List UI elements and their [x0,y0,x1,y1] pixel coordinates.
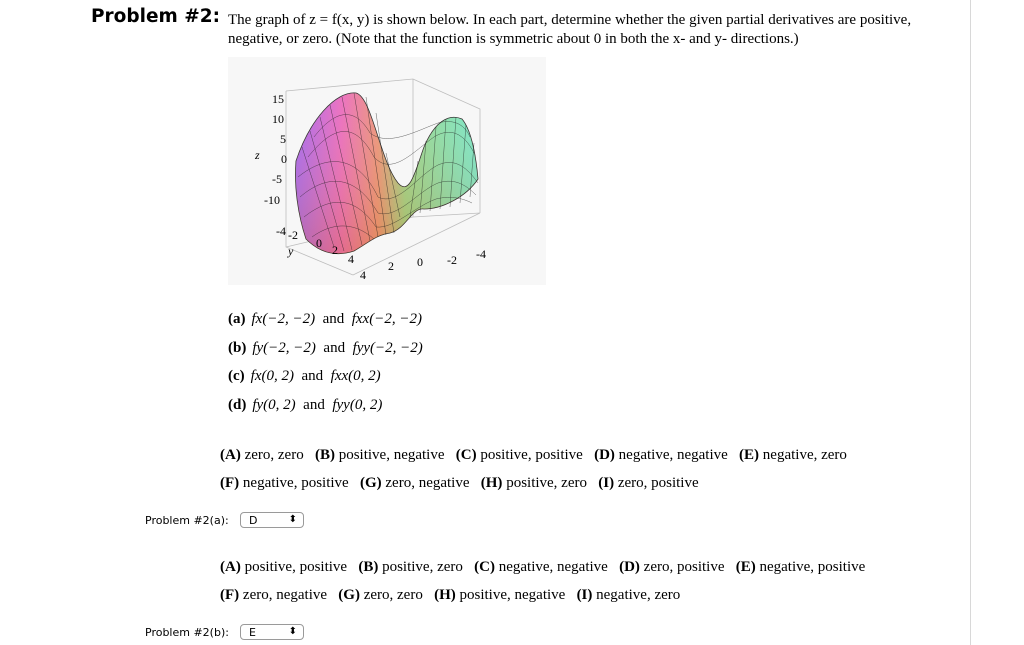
surface-plot [228,57,546,285]
choice-key: (B) [358,559,379,575]
choice-text: positive, positive [480,447,583,463]
y-tick: 2 [332,243,338,257]
part-expression: fy(0, 2) [252,397,296,414]
choices-row [220,587,865,615]
answer-b-label: Problem #2(b): [145,626,229,639]
y-tick: -2 [288,228,298,242]
part-c [228,368,423,397]
choice-key: (H) [434,587,456,603]
choice-text: positive, zero [506,475,587,491]
choices-row [220,559,865,587]
z-tick: 0 [281,152,287,166]
part-expression: fxx(−2, −2) [351,311,422,327]
x-tick: 2 [388,259,394,273]
answer-choices-a [220,447,847,503]
page-right-border [970,0,971,645]
choice-text: negative, zero [596,587,681,603]
answer-a-label: Problem #2(a): [145,514,229,527]
part-b [228,340,423,369]
choice-key: (G) [359,475,382,491]
z-tick: 15 [272,92,284,106]
choice-key: (B) [314,447,335,463]
choice-key: (E) [739,447,760,463]
choice-key: (D) [594,447,615,463]
choice-key: (F) [220,475,240,491]
part-expression: fx(0, 2) [250,368,294,385]
x-tick: 0 [417,255,423,269]
choice-text: negative, positive [759,559,866,575]
part-d [228,397,423,426]
y-axis-label: y [288,244,294,258]
part-label: (d) [228,397,247,414]
choice-key: (A) [220,447,241,463]
choice-key: (I) [598,475,615,491]
problem-statement-line-1: The graph of z = f(x, y) is shown below. In each part, determine whether the given partial derivatives are positive, [228,12,912,28]
choice-text: negative, zero [762,447,847,463]
x-tick: 4 [360,268,366,282]
part-expression: fy(−2, −2) [252,339,316,356]
part-a [228,311,423,340]
y-tick: 4 [348,252,354,266]
choice-text: zero, negative [242,587,328,603]
choice-key: (F) [220,587,240,603]
part-label: (c) [228,368,245,385]
z-tick: 5 [280,132,286,146]
z-tick: -5 [272,172,282,186]
choice-key: (G) [338,587,360,603]
problem-statement-line-2: negative, or zero. (Note that the function is symmetric about 0 in both the x- and y- directions.) [228,31,799,47]
choice-text: zero, positive [617,475,699,491]
choice-key: (C) [455,447,477,463]
part-label: (a) [228,311,246,327]
part-expression: fx(−2, −2) [251,311,316,327]
problem-title: Problem #2: [91,6,221,27]
part-expression: fyy(−2, −2) [352,339,423,356]
part-expression: fyy(0, 2) [332,397,383,414]
choice-key: (A) [220,559,241,575]
answer-a-select[interactable] [240,512,304,528]
x-tick: -2 [447,253,457,267]
part-joiner: and [303,397,325,414]
y-tick: 0 [316,236,322,250]
part-joiner: and [301,368,324,385]
y-tick: -4 [276,224,286,238]
part-label: (b) [228,339,247,356]
choice-text: negative, positive [242,475,349,491]
choices-row [220,475,847,503]
choice-text: zero, negative [385,475,470,491]
choice-key: (I) [576,587,593,603]
select-arrows-icon: ⬍ [288,514,297,525]
choice-text: positive, negative [459,587,566,603]
part-joiner: and [323,339,346,356]
parts-list [228,311,423,426]
answer-b-select[interactable] [240,624,304,640]
choice-text: zero, zero [244,447,304,463]
choice-key: (C) [474,559,495,575]
choice-key: (E) [735,559,756,575]
choice-text: negative, negative [498,559,608,575]
z-axis-label: z [255,148,260,162]
select-arrows-icon: ⬍ [288,626,297,637]
choice-text: positive, negative [338,447,445,463]
choice-text: negative, negative [618,447,728,463]
problem-statement [228,11,966,49]
choices-row [220,447,847,475]
z-tick: 10 [272,112,284,126]
answer-choices-b [220,559,865,615]
part-joiner: and [322,311,345,327]
choice-text: zero, positive [643,559,725,575]
choice-text: zero, zero [363,587,423,603]
choice-text: positive, zero [382,559,463,575]
answer-a-selected-value: D [249,514,258,527]
z-tick: -10 [264,193,280,207]
part-expression: fxx(0, 2) [330,368,381,385]
answer-b-selected-value: E [249,626,256,639]
choice-text: positive, positive [244,559,348,575]
x-tick: -4 [476,247,486,261]
choice-key: (D) [619,559,640,575]
choice-key: (H) [480,475,503,491]
